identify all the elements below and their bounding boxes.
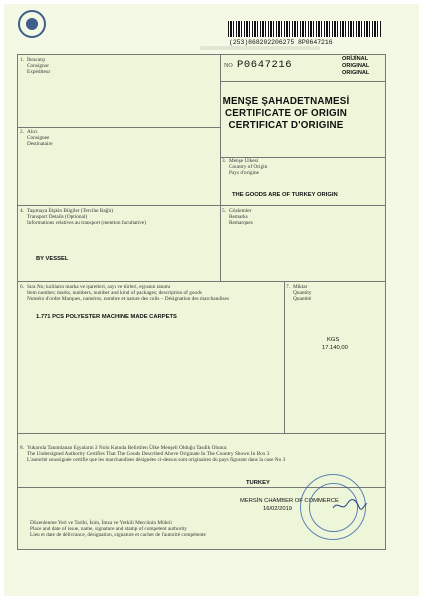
box5-number: 5.: [222, 208, 226, 214]
box6-label-fr: Numéro d'ordre Marques, numéros, nombre et nature des colis – Désignation des marchandises: [27, 296, 229, 302]
box6-label-tr: Sıra No; koliların marka ve işaretleri, sayı ve türleri, eşyanın tanımı: [27, 284, 171, 290]
copy-label-fr: ORIGINAL: [342, 70, 370, 76]
box3-label-en: Country of Origin: [229, 164, 268, 170]
box2-label-en: Consignee: [27, 135, 50, 141]
title-fr: CERTIFICAT D'ORIGINE: [228, 120, 344, 131]
divider: [18, 127, 220, 128]
box2-label-fr: Destinataire: [27, 141, 53, 147]
footer-label-fr: Lieu et date de délivrance, désignation, signature et cachet de l'autorité compétente: [30, 532, 206, 538]
barcode: [228, 21, 381, 37]
goods-description-value: 1.771 PCS POLYESTER MACHINE MADE CARPETS: [36, 314, 177, 320]
quantity-value: 17.140,00: [322, 345, 348, 351]
divider: [18, 281, 386, 282]
origin-country-value: THE GOODS ARE OF TURKEY ORIGIN: [232, 192, 338, 198]
title-en: CERTIFICATE OF ORIGIN: [224, 108, 348, 119]
box2-label-tr: Alıcı: [27, 129, 38, 135]
title-tr: MENŞE ŞAHADETNAMESİ: [222, 96, 350, 107]
divider: [18, 205, 386, 206]
footer-label-tr: Düzenlenme Yeri ve Tarihi, İsim, İmza ve Yetkili Merciinin Mührü: [30, 520, 172, 526]
certificate-number: P0647216: [237, 59, 293, 71]
box1-number: 1.: [20, 57, 24, 63]
divider: [220, 157, 221, 205]
footer-label-en: Place and date of issue, name, signature and stamp of competent authority: [30, 526, 187, 532]
box3-label-fr: Pays d'origine: [229, 170, 259, 176]
box7-label-en: Quantity: [293, 290, 312, 296]
copy-label-en: ORIGINAL: [342, 63, 370, 69]
box8-statement-fr: L'autorité soussignée certifie que les marchandises désignées ci-dessus sont originaires du pays figurant dans la case No 3: [27, 457, 286, 463]
box1-label-tr: İhracatçı: [27, 57, 46, 63]
box3-label-tr: Menşe Ülkesi: [229, 158, 259, 164]
watermark-line: [200, 46, 320, 50]
transport-value: BY VESSEL: [36, 256, 69, 262]
issuing-country: TURKEY: [246, 480, 270, 486]
box6-number: 6.: [20, 284, 24, 290]
divider: [220, 81, 386, 82]
signature-icon: [332, 498, 368, 512]
box7-label-tr: Miktar: [293, 284, 308, 290]
quantity-unit: KGS: [327, 337, 340, 343]
box5-label-tr: Gözlemler: [229, 208, 252, 214]
box4-number: 4.: [20, 208, 24, 214]
box8-statement-tr: Yukarıda Tanımlanan Eşyaların 3 Nolu Kutuda Belirtilen Ülke Menşeli Olduğu Tasdik Olunur.: [27, 445, 228, 451]
divider: [18, 433, 386, 434]
copy-label-tr: ORİJİNAL: [342, 56, 369, 62]
box5-label-fr: Remarques: [229, 220, 253, 226]
box3-number: 3.: [222, 158, 226, 164]
box5-label-en: Remarks: [229, 214, 248, 220]
box4-label-en: Transport Details (Optional): [27, 214, 88, 220]
box4-label-tr: Taşımaya İlişkin Bilgiler (Tercihe Bağlı): [27, 208, 114, 214]
box7-number: 7.: [286, 284, 290, 290]
divider: [284, 281, 285, 433]
box1-label-fr: Expéditeur: [27, 69, 51, 75]
barcode-number: (253)868202206275 8P0647216: [229, 39, 333, 46]
box1-label-en: Consignor: [27, 63, 50, 69]
issue-date: 16/02/2019: [263, 506, 293, 512]
box6-label-en: Item number; marks, numbers, number and kind of packages; description of goods: [27, 290, 202, 296]
box4-label-fr: Informations relatives au transport (mention facultative): [27, 220, 146, 226]
box2-number: 2.: [20, 129, 24, 135]
certificate-no-label: NO: [224, 63, 233, 69]
divider: [220, 205, 221, 281]
chamber-logo-icon: [18, 10, 46, 38]
box7-label-fr: Quantité: [293, 296, 312, 302]
box8-statement-en: The Undersigned Authority Certifies That The Goods Described Above Originate In The Country Shown In Box 3: [27, 451, 270, 457]
box8-number: 8.: [20, 445, 24, 451]
issuing-chamber: MERSİN CHAMBER OF COMMERCE: [240, 498, 339, 504]
